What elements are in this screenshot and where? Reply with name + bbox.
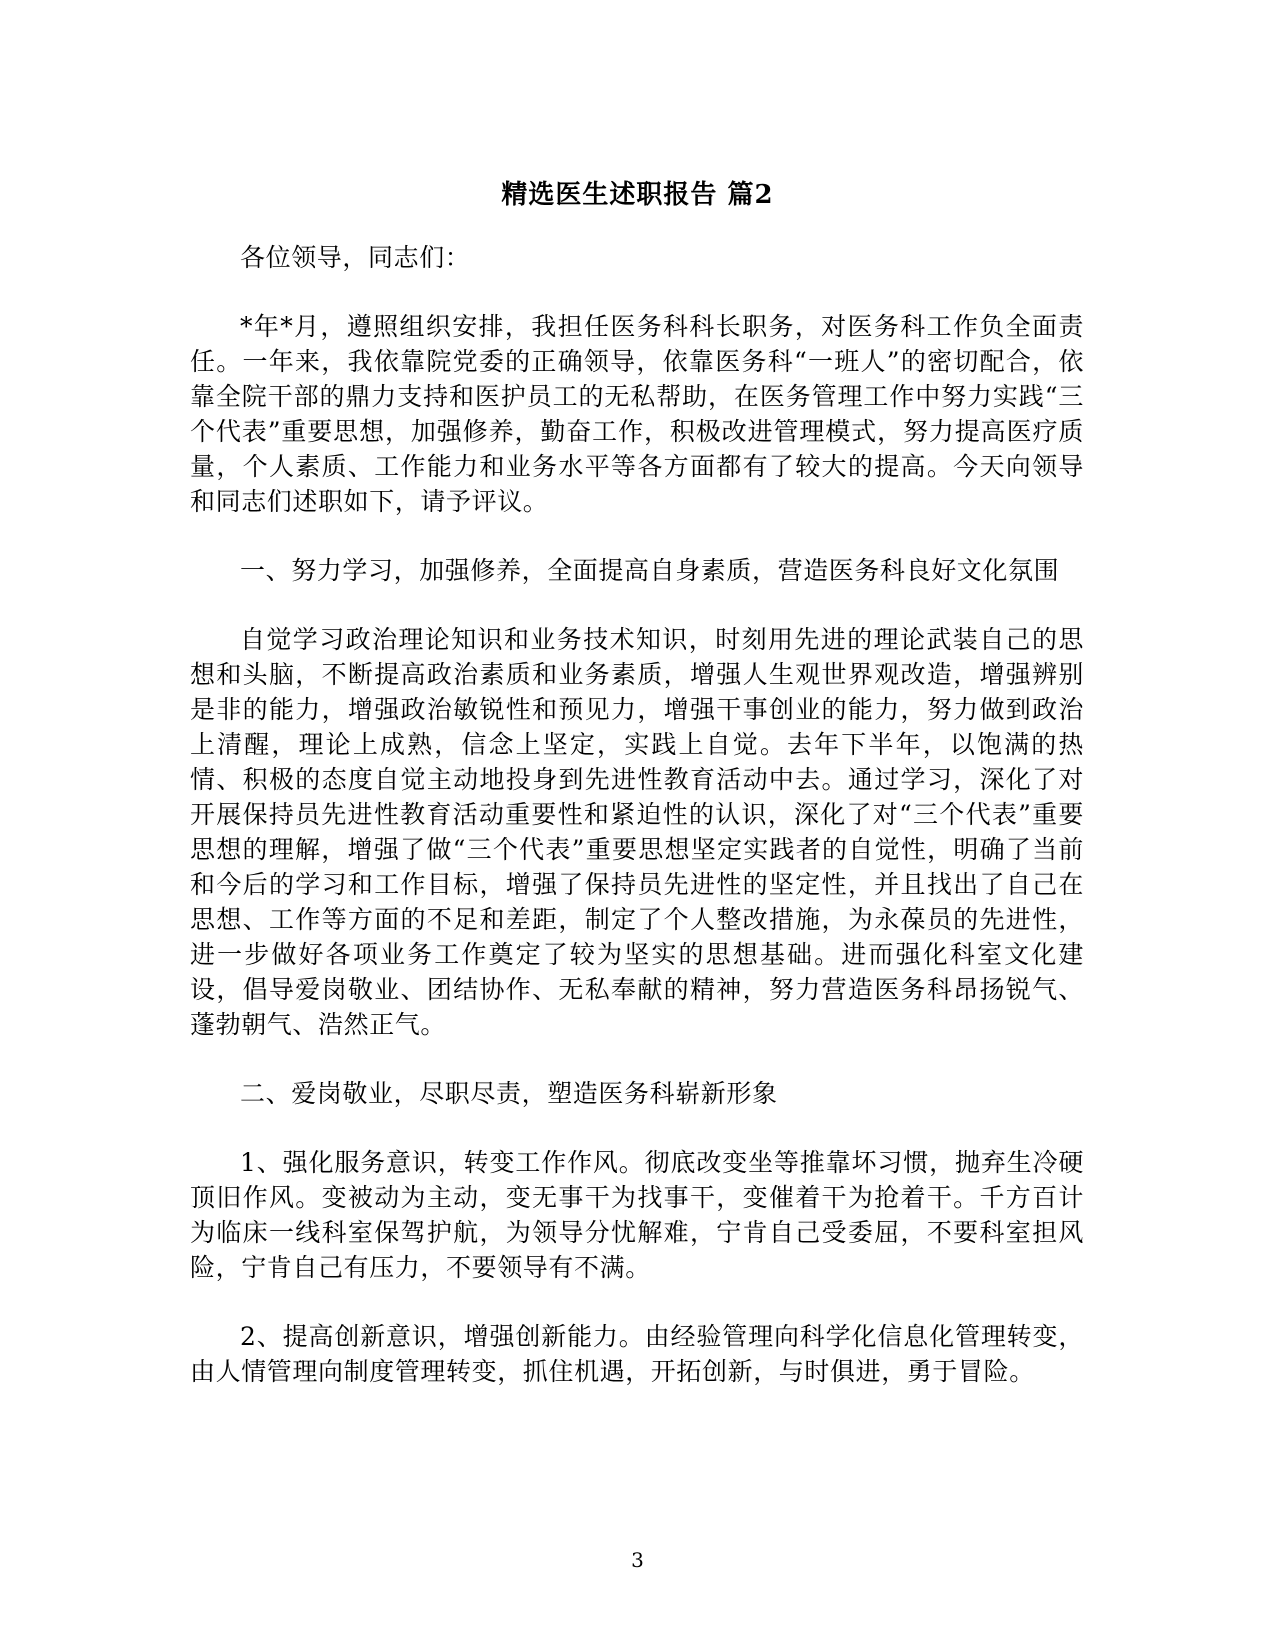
document-body <box>190 240 1084 1423</box>
item-1-paragraph: 1、强化服务意识，转变工作作风。彻底改变坐等推靠坏习惯，抛弃生冷硬顶旧作风。变被动为主动，变无事干为找事干，变催着干为抢着干。千方百计为临床一线科室保驾护航，为领导分忧解难，宁肯自己受委屈，不要科室担风险，宁肯自己有压力，不要领导有不满。 <box>190 1148 1084 1282</box>
section-heading-2: 二、爱岗敬业，尽职尽责，塑造医务科崭新形象 <box>240 1079 778 1108</box>
item-2-paragraph: 2、提高创新意识，增强创新能力。由经验管理向科学化信息化管理转变，由人情管理向制度管理转变，抓住机遇，开拓创新，与时俱进，勇于冒险。 <box>190 1322 1084 1386</box>
document-title: 精选医生述职报告 篇2 <box>501 180 774 210</box>
intro-paragraph: *年*月，遵照组织安排，我担任医务科科长职务，对医务科工作负全面责任。一年来，我依靠院党委的正确领导，依靠医务科“一班人”的密切配合，依靠全院干部的鼎力支持和医护员工的无私帮助，在医务管理工作中努力实践“三个代表”重要思想，加强修养，勤奋工作，积极改进管理模式，努力提高医疗质量，个人素质、工作能力和业务水平等各方面都有了较大的提高。今天向领导和同志们述职如下，请予评议。 <box>190 312 1084 516</box>
page-number: 3 <box>631 1548 644 1572</box>
section-1-paragraph: 自觉学习政治理论知识和业务技术知识，时刻用先进的理论武装自己的思想和头脑，不断提高政治素质和业务素质，增强人生观世界观改造，增强辨别是非的能力，增强政治敏锐性和预见力，增强干事创业的能力，努力做到政治上清醒，理论上成熟，信念上坚定，实践上自觉。去年下半年，以饱满的热情、积极的态度自觉主动地投身到先进性教育活动中去。通过学习，深化了对开展保持员先进性教育活动重要性和紧迫性的认识，深化了对“三个代表”重要思想的理解，增强了做“三个代表”重要思想坚定实践者的自觉性，明确了当前和今后的学习和工作目标，增强了保持员先进性的坚定性，并且找出了自己在思想、工作等方面的不足和差距，制定了个人整改措施，为永葆员的先进性，进一步做好各项业务工作奠定了较为坚实的思想基础。进而强化科室文化建设，倡导爱岗敬业、团结协作、无私奉献的精神，努力营造医务科昂扬锐气、蓬勃朝气、浩然正气。 <box>190 625 1084 1039</box>
section-heading-1: 一、努力学习，加强修养，全面提高自身素质，营造医务科良好文化氛围 <box>240 556 1060 585</box>
greeting-paragraph: 各位领导，同志们： <box>240 243 471 272</box>
